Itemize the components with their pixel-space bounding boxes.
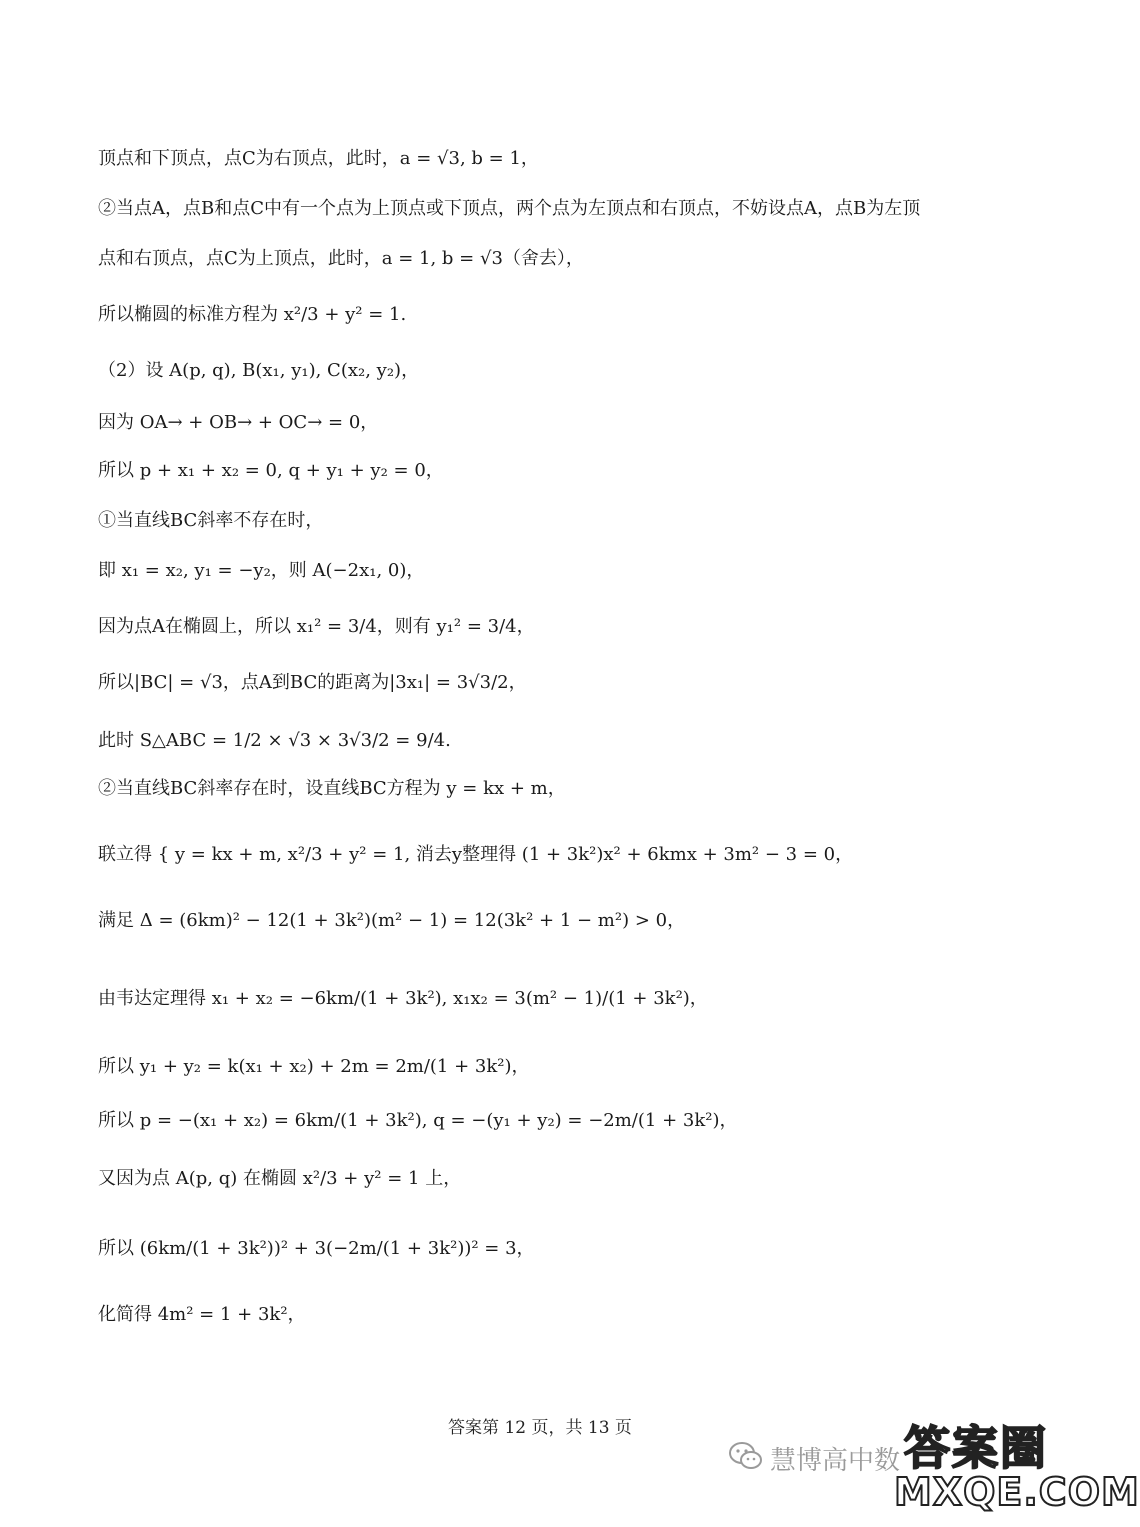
text-line-5: （2）设 A(p, q), B(x₁, y₁), C(x₂, y₂)， [98,360,420,381]
text-line-17: 所以 y₁ + y₂ = k(x₁ + x₂) + 2m = 2m/(1 + 3k²)， [98,1056,530,1077]
page-footer: 答案第 12 页，共 13 页 [448,1418,632,1438]
text-line-12: 此时 S△ABC = 1/2 × √3 × 3√3/2 = 9/4. [98,730,451,751]
text-line-16: 由韦达定理得 x₁ + x₂ = −6km/(1 + 3k²), x₁x₂ = 3(m² − 1)/(1 + 3k²)， [98,988,708,1009]
text-line-20: 所以 (6km/(1 + 3k²))² + 3(−2m/(1 + 3k²))² = 3， [98,1238,535,1259]
text-line-18: 所以 p = −(x₁ + x₂) = 6km/(1 + 3k²), q = −(y₁ + y₂) = −2m/(1 + 3k²)， [98,1110,738,1131]
text-line-9: 即 x₁ = x₂, y₁ = −y₂，则 A(−2x₁, 0)， [98,560,425,581]
text-line-3: 点和右顶点，点C为上顶点，此时，a = 1, b = √3（舍去）， [98,248,584,269]
watermark-text: 慧博高中数 [770,1446,901,1476]
text-line-10: 因为点A在椭圆上，所以 x₁² = 3/4，则有 y₁² = 3/4， [98,616,535,637]
text-line-7: 所以 p + x₁ + x₂ = 0, q + y₁ + y₂ = 0， [98,460,444,481]
text-line-15: 满足 Δ = (6km)² − 12(1 + 3k²)(m² − 1) = 12(3k² + 1 − m²) > 0， [98,910,686,931]
text-line-14: 联立得 { y = kx + m, x²/3 + y² = 1, 消去y整理得 (1 + 3k²)x² + 6kmx + 3m² − 3 = 0， [98,844,854,865]
brand-watermark-top: 答案圈 [904,1421,1048,1475]
brand-watermark-stamp [894,1412,1140,1520]
text-line-13: ②当直线BC斜率存在时，设直线BC方程为 y = kx + m， [98,778,566,799]
text-line-4: 所以椭圆的标准方程为 x²/3 + y² = 1. [98,304,407,325]
text-line-8: ①当直线BC斜率不存在时， [98,510,324,531]
text-line-19: 又因为点 A(p, q) 在椭圆 x²/3 + y² = 1 上， [98,1168,462,1189]
text-line-21: 化简得 4m² = 1 + 3k²， [98,1304,306,1325]
text-line-2: ②当点A，点B和点C中有一个点为上顶点或下顶点，两个点为左顶点和右顶点，不妨设点A，点B为左顶 [98,198,921,219]
text-line-6: 因为 OA→ + OB→ + OC→ = 0， [98,412,379,433]
text-line-1: 顶点和下顶点，点C为右顶点，此时，a = √3, b = 1， [98,148,539,169]
brand-watermark-bottom: MXQE.COM [894,1470,1140,1514]
text-line-11: 所以|BC| = √3，点A到BC的距离为|3x₁| = 3√3/2， [98,672,527,693]
wechat-logo-icon [728,1438,764,1474]
